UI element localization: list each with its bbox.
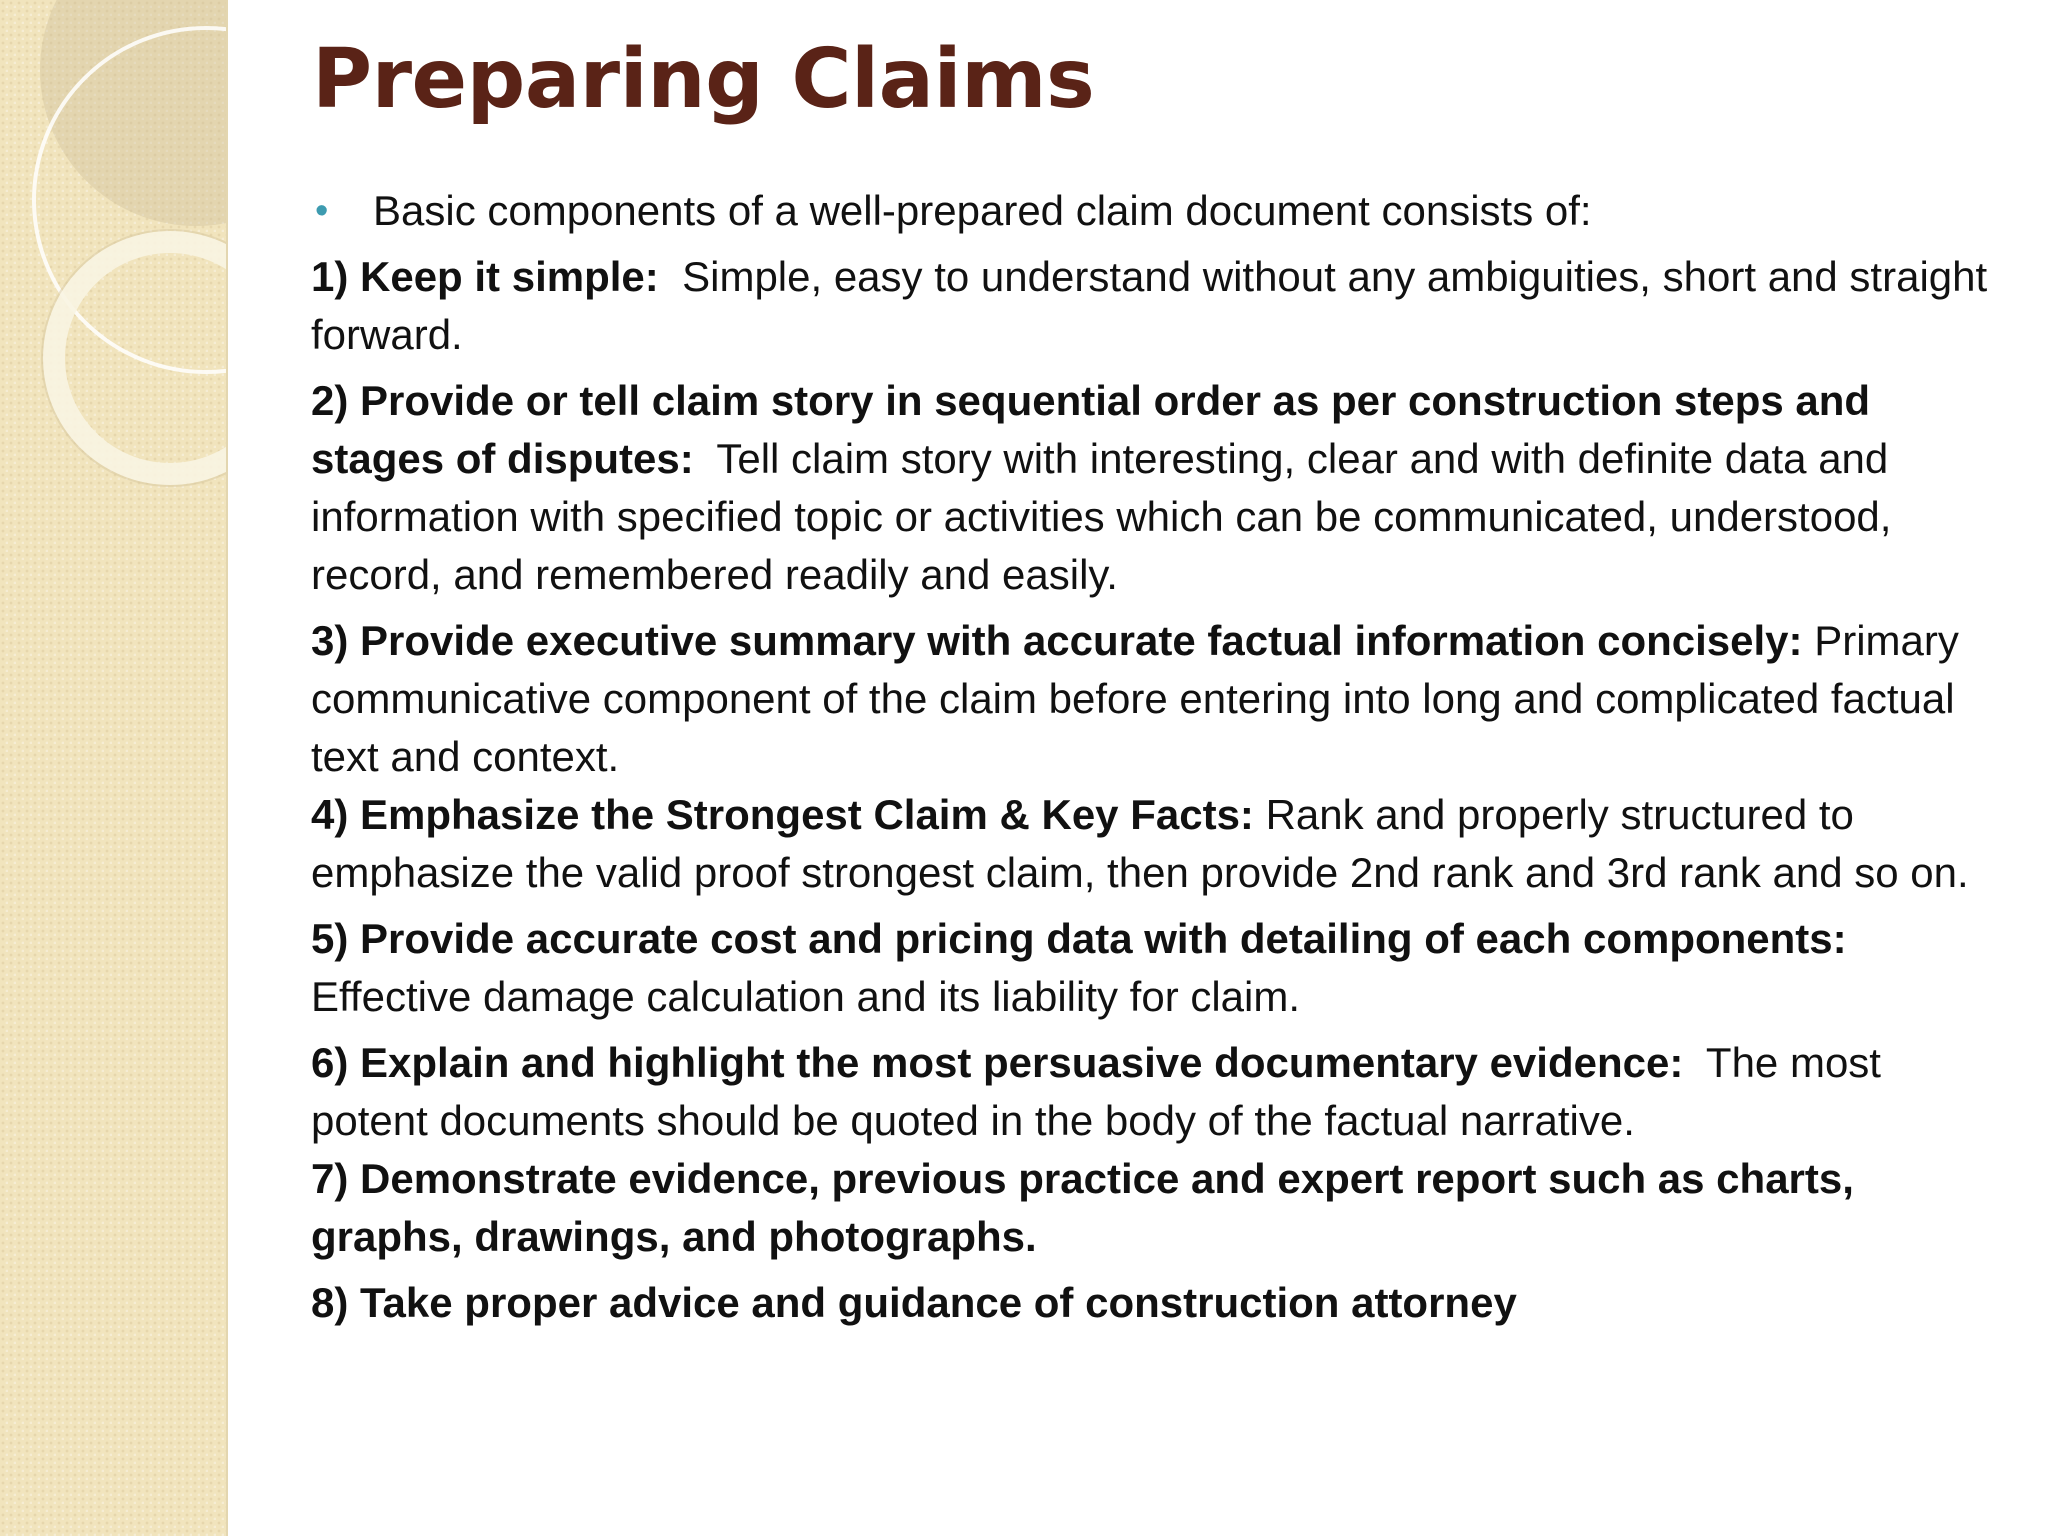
slide-title: Preparing Claims — [312, 32, 1095, 127]
item-text: Tell claim story with interesting, clear and with definite data and information with specified topic or activities which can be communicated, understood, record, and remembered readily and easily. — [311, 435, 1892, 598]
list-item-5 — [311, 910, 1991, 1026]
item-text: Primary communicative component of the claim before entering into long and complicated factual text and context. — [311, 617, 1959, 780]
item-text: The most potent documents should be quoted in the body of the factual narrative. — [311, 1039, 1881, 1144]
item-heading: 3) Provide executive summary with accurate factual information concisely: — [311, 617, 1803, 664]
item-heading: 2) Provide or tell claim story in sequential order as per construction steps and stages of disputes: — [311, 377, 1871, 482]
list-item-2 — [311, 372, 1991, 604]
item-heading: 5) Provide accurate cost and pricing data with detailing of each components: — [311, 915, 1847, 962]
intro-text: Basic components of a well-prepared claim document consists of: — [373, 187, 1592, 234]
list-item-1 — [311, 248, 1991, 364]
item-heading: 8) Take proper advice and guidance of construction attorney — [311, 1279, 1517, 1326]
item-heading: 1) Keep it simple: — [311, 253, 659, 300]
item-heading: 4) Emphasize the Strongest Claim & Key Facts: — [311, 791, 1254, 838]
item-text: Effective damage calculation and its liability for claim. — [311, 973, 1301, 1020]
item-heading: 7) Demonstrate evidence, previous practice and expert report such as charts, graphs, drawings, and photographs. — [311, 1155, 1854, 1260]
item-text: Simple, easy to understand without any ambiguities, short and straight forward. — [311, 253, 1988, 358]
list-item-4 — [311, 786, 1991, 902]
intro-bullet — [311, 182, 1991, 240]
decorative-rings-graphic — [0, 0, 226, 1536]
list-item-6 — [311, 1034, 1991, 1150]
bullet-dot-icon: • — [315, 190, 329, 232]
side-panel-edge — [226, 0, 228, 1536]
list-item-8 — [311, 1274, 1991, 1332]
decorative-side-panel — [0, 0, 226, 1536]
list-item-7 — [311, 1150, 1991, 1266]
slide-content — [311, 182, 1991, 1340]
item-heading: 6) Explain and highlight the most persuasive documentary evidence: — [311, 1039, 1684, 1086]
list-item-3 — [311, 612, 1991, 786]
item-text: Rank and properly structured to emphasize the valid proof strongest claim, then provide 2nd rank and 3rd rank and so on. — [311, 791, 1969, 896]
